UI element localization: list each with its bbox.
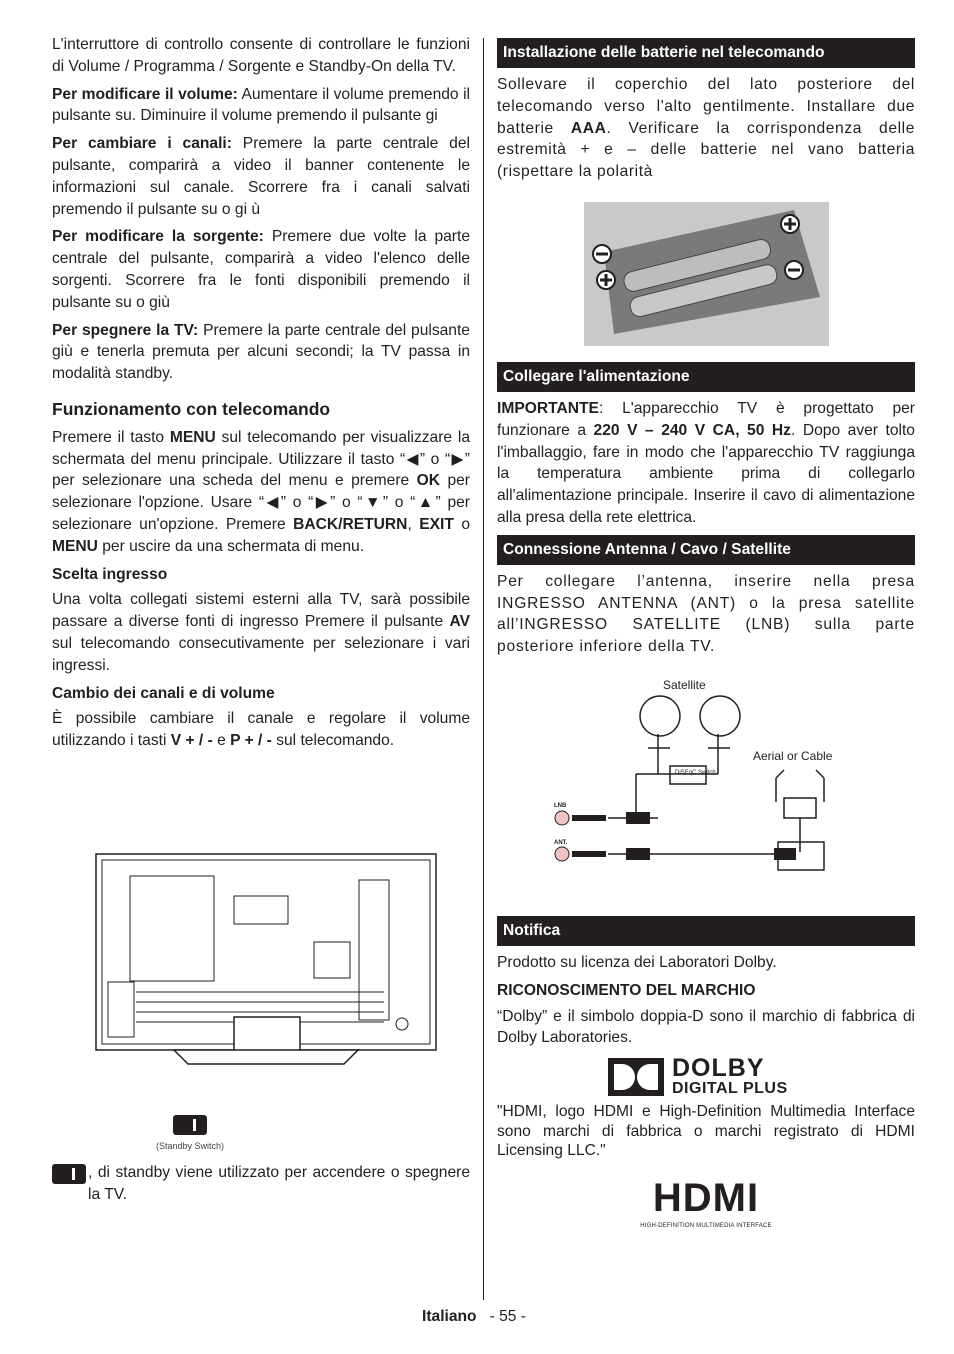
source-paragraph: Per modificare la sorgente: Premere due volte la parte centrale del pulsante, comparirà a video l'elenco delle sorgenti. Scorrere fra le fonti disponibili premendo il pulsante su o giù [52,228,470,311]
dolby-double-d-icon [608,1058,664,1096]
hdmi-paragraph: "HDMI, logo HDMI e High-Definition Multimedia Interface sono marchi di fabbrica o marchi registrato di HDMI Licensing LLC." [497,1103,915,1160]
volume-paragraph: Per modificare il volume: Aumentare il volume premendo il pulsante su. Diminuire il volume premendo il pulsante gi [52,85,470,125]
dolby-logo-sub: DIGITAL PLUS [672,1080,788,1097]
right-column-lower [497,362,915,664]
footer-language: Italiano [422,1308,477,1325]
standby-button-icon [52,1164,86,1184]
hdmi-logo [638,1176,774,1238]
dolby-logo-word: DOLBY [672,1054,765,1082]
channel-volume-paragraph: È possibile cambiare il canale e regolare il volume utilizzando i tasti V + / - e P + / - sul telecomando. [52,710,470,750]
channel-volume-heading: Cambio dei canali e di volume [52,684,275,702]
standby-switch-figure [140,1114,240,1158]
power-paragraph: IMPORTANTE: L'apparecchio TV è progettato per funzionare a 220 V – 240 V CA, 50 Hz. Dopo aver tolto l'imballaggio, fare in modo che l'apparecchio TV raggiunga la temperatura ambiente prima di collegarlo all'alimentazione principale. Inserire il cavo di alimentazione alla presa della rete elettrica. [497,400,915,526]
standby-note [52,1162,470,1206]
channel-paragraph: Per cambiare i canali: Premere la parte centrale del pulsante, comparirà a video il banner contenente le informazioni sul canale. Scorrere fra i canali salvati premendo il pulsante su o gi ù [52,135,470,218]
remote-heading: Funzionamento con telecomando [52,398,331,419]
battery-paragraph: Sollevare il coperchio del lato posteriore del telecomando verso l'alto gentilmente. Installare due batterie AAA. Verificare la corrispondenza delle estremità + e – delle batterie nel vano batteria (rispettare la polarità [497,76,916,181]
right-column-bottom [497,916,915,1055]
diagram-ant-label: ANT. [554,840,568,846]
input-paragraph: Una volta collegati sistemi esterni alla TV, sarà possibile passare a diverse fonti di ingresso Premere il pulsante AV sul telecomando consecutivamente per selezionare i vari ingressi. [52,591,470,674]
intro-paragraph: L'interruttore di controllo consente di controllare le funzioni di Volume / Programma / Sorgente e Standby-On della TV. [52,36,470,75]
remote-paragraph: Premere il tasto MENU sul telecomando per visualizzare la schermata del menu principale. Utilizzare il tasto “◀” o “▶” per selezionare una scheda del menu e premere OK per selezionare l'opzione. Usare “◀” o “▶” o “▼” o “▲” per selezionare un'opzione. Premere BACK/RETURN, EXIT o MENU per uscire da una schermata di menu. [52,428,470,555]
input-heading: Scelta ingresso [52,565,168,583]
antenna-paragraph: Per collegare l’antenna, inserire nella presa INGRESSO ANTENNA (ANT) o la presa satellite all’INGRESSO SATELLITE (LNB) sulla parte posteriore inferiore della TV. [497,572,915,656]
footer-page-number: - 55 - [489,1308,526,1325]
column-divider [483,38,484,1300]
dolby-logo [608,1056,788,1097]
notice-paragraph: Prodotto su licenza dei Laboratori Dolby. [497,954,777,971]
page-footer [422,1306,526,1328]
diagram-lnb-label: LNB [554,803,567,809]
trademark-heading: RICONOSCIMENTO DEL MARCHIO [497,981,756,999]
notice-section-bar: Notifica [497,916,915,946]
right-column [497,38,915,189]
dolby-paragraph: “Dolby” e il simbolo doppia-D sono il marchio di fabbrica di Dolby Laboratories. [497,1007,915,1047]
left-column [52,34,470,758]
tv-rear-illustration [94,852,440,1070]
standby-switch-caption: (Standby Switch) [155,1140,225,1151]
battery-section-bar: Installazione delle batterie nel telecomando [497,38,915,68]
standby-paragraph: , di standby viene utilizzato per accendere o spegnere la TV. [88,1164,470,1203]
antenna-diagram [548,674,868,874]
diagram-aerial-label: Aerial or Cable [753,749,833,763]
diagram-diseqc-label: DiSEqC Switch [675,770,716,776]
antenna-section-bar: Connessione Antenna / Cavo / Satellite [497,535,915,565]
battery-photo [584,202,829,346]
power-section-bar: Collegare l'alimentazione [497,362,915,392]
hdmi-logo-word: HDMI [652,1176,760,1220]
diagram-satellite-label: Satellite [663,678,706,692]
hdmi-logo-sub: HIGH-DEFINITION MULTIMEDIA INTERFACE [640,1223,772,1229]
standby-switch-icon [173,1115,207,1135]
power-off-paragraph: Per spegnere la TV: Premere la parte centrale del pulsante giù e tenerla premuta per alcuni secondi; la TV passa in modalità standby. [52,321,470,383]
